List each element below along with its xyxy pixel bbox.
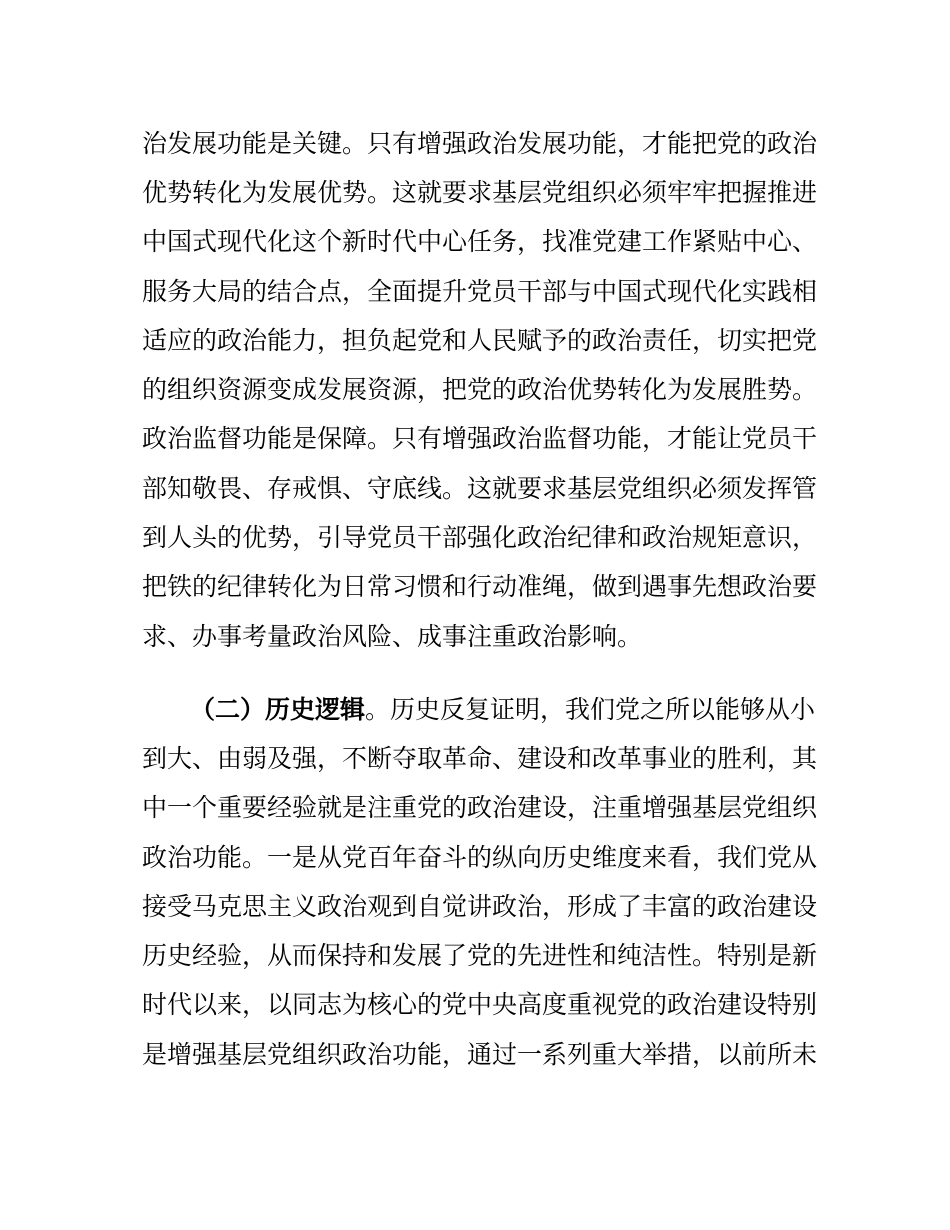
paragraph-line: 是增强基层党组织政治功能，通过一系列重大举措，以前所未: [142, 1040, 818, 1069]
section-heading: （二）历史逻辑: [190, 695, 366, 724]
paragraph-line: 治发展功能是关键。只有增强政治发展功能，才能把党的政治: [142, 129, 818, 158]
paragraph-line: 到大、由弱及强，不断夺取革命、建设和改革事业的胜利，其: [142, 744, 818, 773]
paragraph-line: 服务大局的结合点，全面提升党员干部与中国式现代化实践相: [142, 277, 818, 306]
section-first-line-text: 。历史反复证明，我们党之所以能够从小: [365, 695, 816, 724]
paragraph-line: 历史经验，从而保持和发展了党的先进性和纯洁性。特别是新: [142, 941, 818, 970]
paragraph-line: 中国式现代化这个新时代中心任务，找准党建工作紧贴中心、: [142, 227, 818, 256]
paragraph-line: 的组织资源变成发展资源，把党的政治优势转化为发展胜势。: [142, 375, 818, 404]
paragraph-line: 政治功能。一是从党百年奋斗的纵向历史维度来看，我们党从: [142, 843, 818, 872]
paragraph-line: 到人头的优势，引导党员干部强化政治纪律和政治规矩意识，: [142, 523, 818, 552]
section-first-line: [190, 690, 822, 730]
paragraph-line: 时代以来，以同志为核心的党中央高度重视党的政治建设特别: [142, 990, 818, 1019]
paragraph-line: 中一个重要经验就是注重党的政治建设，注重增强基层党组织: [142, 793, 818, 822]
paragraph-line: 把铁的纪律转化为日常习惯和行动准绳，做到遇事先想政治要: [142, 572, 818, 601]
paragraph-line: 求、办事考量政治风险、成事注重政治影响。: [142, 622, 643, 651]
paragraph-line: 接受马克思主义政治观到自觉讲政治，形成了丰富的政治建设: [142, 892, 818, 921]
paragraph-line: 优势转化为发展优势。这就要求基层党组织必须牢牢把握推进: [142, 178, 818, 207]
paragraph-line: 部知敬畏、存戒惧、守底线。这就要求基层党组织必须发挥管: [142, 474, 818, 503]
paragraph-line: 政治监督功能是保障。只有增强政治监督功能，才能让党员干: [142, 424, 818, 453]
paragraph-line: 适应的政治能力，担负起党和人民赋予的政治责任，切实把党: [142, 326, 818, 355]
